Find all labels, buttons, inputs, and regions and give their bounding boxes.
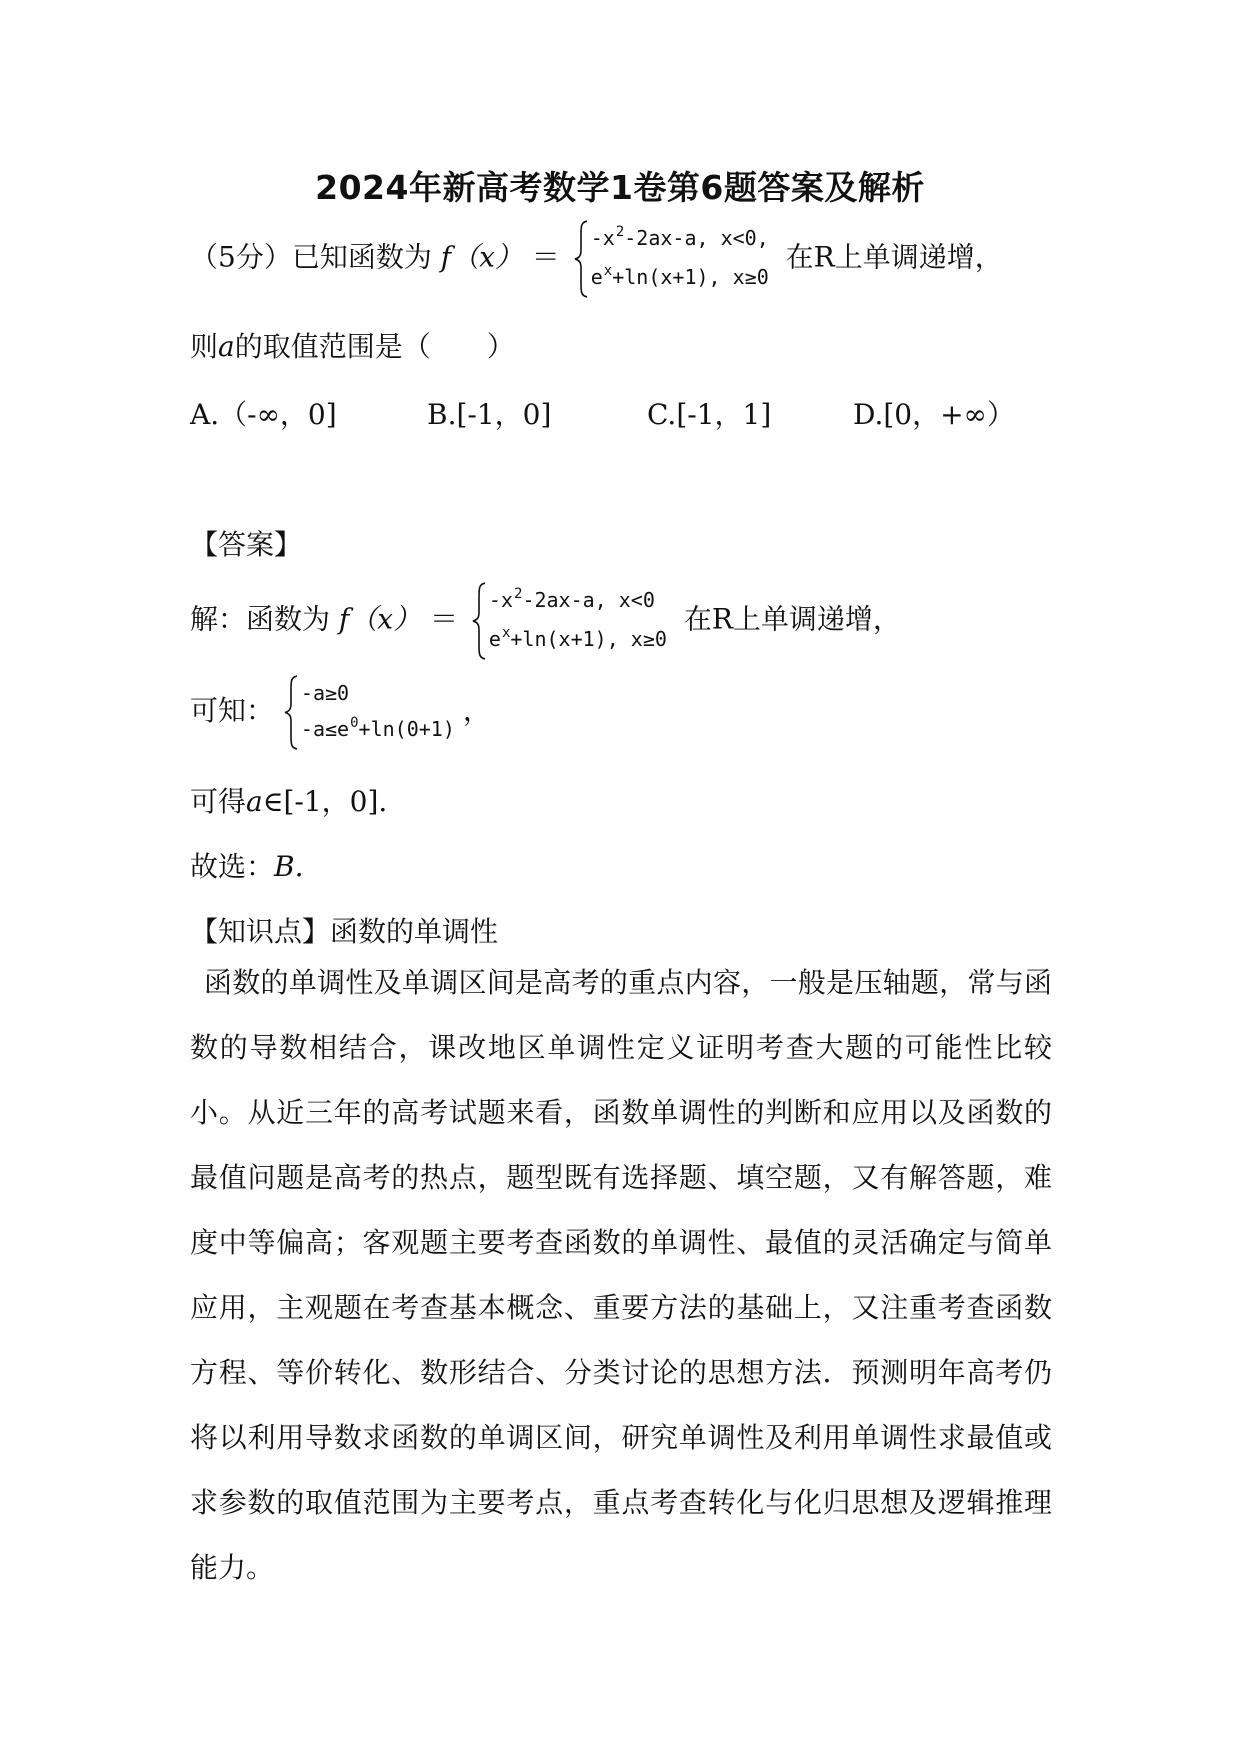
question-prefix: （5分）已知函数为 <box>190 240 432 274</box>
case-row: $-x^2-2ax-a$, x<0 <box>488 586 655 612</box>
question-eq: ＝ <box>531 240 560 274</box>
left-brace-icon <box>471 582 487 660</box>
case-row: $-x^2-2ax-a$, x<0, <box>590 224 769 250</box>
knowledge-heading: 【知识点】函数的单调性 <box>190 915 499 948</box>
answer-heading: 【答案】 <box>190 528 303 561</box>
case-row: -a≥0 <box>300 681 350 705</box>
answer-options <box>190 393 1015 433</box>
case-row: $e^x+\ln(x+1)$, x≥0 <box>590 263 769 289</box>
knowledge-paragraph: 函数的单调性及单调区间是高考的重点内容，一般是压轴题，常与函数的导数相结合，课改地区单调性定义证明考查大题的可能性比较小。从近三年的高考试题来看，函数单调性的判断和应用以及函数的最值问题是高考的热点，题型既有选择题、填空题，又有解答题，难度中等偏高；客观题主要考查函数的单调性、最值的灵活确定与简单应用，主观题在考查基本概念、重要方法的基础上，又注重考查函数方程、等价转化、数形结合、分类讨论的思想方法．预测明年高考仍将以利用导数求函数的单调区间，研究单调性及利用单调性求最值或求参数的取值范围为主要考点，重点考查转化与化归思想及逻辑推理能力。 <box>190 966 1052 1584</box>
question-suffix: 在R上单调递增， <box>785 240 1003 274</box>
case-row: $e^x+\ln(x+1)$, x≥0 <box>488 625 667 651</box>
option-b: B.[-1，0] <box>427 398 552 431</box>
page-title: 2024年新高考数学1卷第6题答案及解析 <box>315 168 925 207</box>
question-line-2: 则a的取值范围是（ ） <box>190 330 515 363</box>
solution-line: 解：函数为 f（x） ＝ $-x^2-2ax-a$, x<0 $e^x+\ln(x+1)$, x≥0 在R上单调递增， <box>190 582 901 660</box>
choice-line: 故选：B. <box>190 850 304 883</box>
option-a: A.（-∞，0] <box>190 398 337 431</box>
left-brace-icon <box>283 675 299 750</box>
question-line <box>190 220 1003 298</box>
condition-system <box>283 675 455 750</box>
option-c: C.[-1，1] <box>647 398 772 431</box>
piecewise-function <box>573 220 769 298</box>
question-fx: f（x） <box>440 240 523 274</box>
conditions-line: 可知： -a≥0 $-a\le e^0+\ln(0+1)$ ， <box>190 675 491 750</box>
case-row: $-a\le e^0+\ln(0+1)$ <box>300 715 455 741</box>
option-d: D.[0，+∞） <box>853 398 1015 431</box>
piecewise-function <box>471 582 667 660</box>
left-brace-icon <box>573 220 589 298</box>
result-line: 可得a∈[-1，0]. <box>190 785 388 818</box>
